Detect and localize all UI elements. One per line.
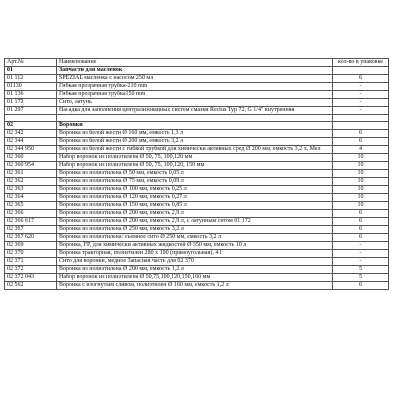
table-row [5, 154, 389, 162]
table-row [5, 162, 389, 170]
table-row [5, 130, 389, 138]
item-name: Воронка из полиэтилена Ø 75 мм, емкость 0,09 л [57, 178, 333, 186]
article-number: 02 342 [5, 130, 57, 138]
item-name: Набор воронок из полиэтилена Ø 50, 75, 100,120, 150 мм [57, 162, 333, 170]
article-number: 01 172 [5, 99, 57, 107]
item-name: Воронка из белой жести Ø 160 мм, емкость 1,3 л [57, 130, 333, 138]
pack-quantity: - [333, 83, 389, 91]
pack-quantity: - [333, 107, 389, 115]
header-article: Арт.№ [5, 59, 57, 67]
table-row [5, 138, 389, 146]
article-number: 02 363 [5, 186, 57, 194]
pack-quantity: 6 [333, 130, 389, 138]
article-number: 02 367 [5, 226, 57, 234]
table-row [5, 242, 389, 250]
item-name: Воронка из полиэтилена Ø 200 мм, емкость 2,9 л, с латунным ситом 01 172 [57, 218, 333, 226]
table-header-row [5, 59, 389, 67]
table-row [5, 266, 389, 274]
pack-quantity: 6 [333, 138, 389, 146]
table-row [5, 75, 389, 83]
item-name: Насадка для заполнения централизованных систем смазки Rectus Typ 72, G 1/4" внутренняя [57, 107, 333, 115]
table-row [5, 250, 389, 258]
pack-quantity: 6 [333, 75, 389, 83]
item-name: Воронка, FP, для химически активных жидкостей Ø 350 мм, емкость 10 л [57, 242, 333, 250]
pack-quantity: 10 [333, 170, 389, 178]
section-spacer-row [5, 115, 389, 122]
article-number: 02 360 [5, 154, 57, 162]
table-row [5, 186, 389, 194]
article-number: 02 370 [5, 250, 57, 258]
parts-table [4, 58, 389, 290]
pack-quantity: - [333, 91, 389, 99]
article-number: 01130 [5, 83, 57, 91]
table-row [5, 83, 389, 91]
table-row [5, 107, 389, 115]
section-title: Воронки [57, 122, 333, 130]
pack-quantity: 10 [333, 194, 389, 202]
pack-quantity: 10 [333, 202, 389, 210]
spacer-cell [333, 115, 389, 122]
pack-quantity: 10 [333, 186, 389, 194]
table-row [5, 146, 389, 154]
item-name: Воронка тракторная, полиэтилен 280 x 190 (прямоугольная), 4 l [57, 250, 333, 258]
header-name: Наименование [57, 59, 333, 67]
pack-quantity: - [333, 258, 389, 266]
item-name: Гибкая прозрачная трубка150 mm [57, 91, 333, 99]
item-name: Воронка из полиэтилена Ø 200 мм, емкость 2,9 л [57, 210, 333, 218]
table-row [5, 202, 389, 210]
header-quantity: кол-во в упаковке [333, 59, 389, 67]
item-name: Воронка из белой жести с гибкой трубкой для химически активных сред Ø 200 мм, емкость 3,2 л, Мел [57, 146, 333, 154]
item-name: Набор воронок из полиэтилена Ø 50,75,100,120,150,160 мм [57, 274, 333, 282]
article-number: 02 371 [5, 258, 57, 266]
section-header-row [5, 122, 389, 130]
item-name: Воронка из полиэтилена: съемное сито Ø 250 мм, емкость 3,2 л [57, 234, 333, 242]
table-row [5, 218, 389, 226]
article-number: 02 372 [5, 266, 57, 274]
table-row [5, 210, 389, 218]
article-number: 02 372 043 [5, 274, 57, 282]
section-qty-empty [333, 122, 389, 130]
pack-quantity: 10 [333, 154, 389, 162]
spacer-cell [5, 115, 57, 122]
table-row [5, 91, 389, 99]
article-number: 02 562 [5, 282, 57, 290]
pack-quantity: 6 [333, 210, 389, 218]
item-name: Воронка с изогнутым сливом, полиэтилен Ø 160 мм, емкость 1,2 л [57, 282, 333, 290]
pack-quantity: 6 [333, 226, 389, 234]
article-number: 02 361 [5, 170, 57, 178]
item-name: SPEZIAL масленка с насосом 250 мл [57, 75, 333, 83]
table-row [5, 274, 389, 282]
table-row [5, 234, 389, 242]
article-number: 02 365 [5, 202, 57, 210]
item-name: Гибкая прозрачная трубка-210 mm [57, 83, 333, 91]
pack-quantity: - [333, 250, 389, 258]
section-qty-empty [333, 67, 389, 75]
item-name: Воронка из полиэтилена Ø 120 мм, емкость 0,27 л [57, 194, 333, 202]
table-body [5, 67, 389, 290]
item-name: Воронка из полиэтилена Ø 100 мм, емкость 0,25 л [57, 186, 333, 194]
article-number: 02 367 620 [5, 234, 57, 242]
section-title: Запчасти для масленок [57, 67, 333, 75]
item-name: Сито, латунь [57, 99, 333, 107]
section-number: 02 [5, 122, 57, 130]
table-row [5, 170, 389, 178]
section-header-row [5, 67, 389, 75]
pack-quantity: 6 [333, 282, 389, 290]
pack-quantity: - [333, 99, 389, 107]
article-number: 01 112 [5, 75, 57, 83]
pack-quantity: 4 [333, 146, 389, 154]
pack-quantity: 10 [333, 178, 389, 186]
item-name: Воронка из полиэтилена Ø 250 мм, емкость 3,2 л [57, 226, 333, 234]
item-name: Воронка из полиэтилена Ø 50 мм, емкость 0,05 л [57, 170, 333, 178]
item-name: Воронка из полиэтилена Ø 150 мм, емкость 0,85 л [57, 202, 333, 210]
item-name: Воронка из белой жести Ø 200 мм, емкость 3,2 л [57, 138, 333, 146]
item-name: Воронка из полиэтилена Ø 200 мм, емкость 1,2 л [57, 266, 333, 274]
pack-quantity: 6 [333, 218, 389, 226]
section-number: 01 [5, 67, 57, 75]
pack-quantity: 5 [333, 274, 389, 282]
pack-quantity: - [333, 242, 389, 250]
article-number: 02 344 [5, 138, 57, 146]
article-number: 02 369 [5, 242, 57, 250]
article-number: 02 360 954 [5, 162, 57, 170]
item-name: Набор воронок из полиэтилена Ø 50, 75, 100,120 мм [57, 154, 333, 162]
article-number: 02 344 950 [5, 146, 57, 154]
article-number: 02 364 [5, 194, 57, 202]
article-number: 02 366 [5, 210, 57, 218]
pack-quantity: 5 [333, 266, 389, 274]
table-row [5, 99, 389, 107]
article-number: 02 366 617 [5, 218, 57, 226]
item-name: Сито для воронки, медное Запасная часть для 02 370 [57, 258, 333, 266]
table-row [5, 226, 389, 234]
article-number: 01 136 [5, 91, 57, 99]
pack-quantity: 10 [333, 162, 389, 170]
table-row [5, 194, 389, 202]
spacer-cell [57, 115, 333, 122]
table-row [5, 258, 389, 266]
table-row [5, 282, 389, 290]
table-row [5, 178, 389, 186]
article-number: 01 297 [5, 107, 57, 115]
pack-quantity: 6 [333, 234, 389, 242]
article-number: 02 362 [5, 178, 57, 186]
